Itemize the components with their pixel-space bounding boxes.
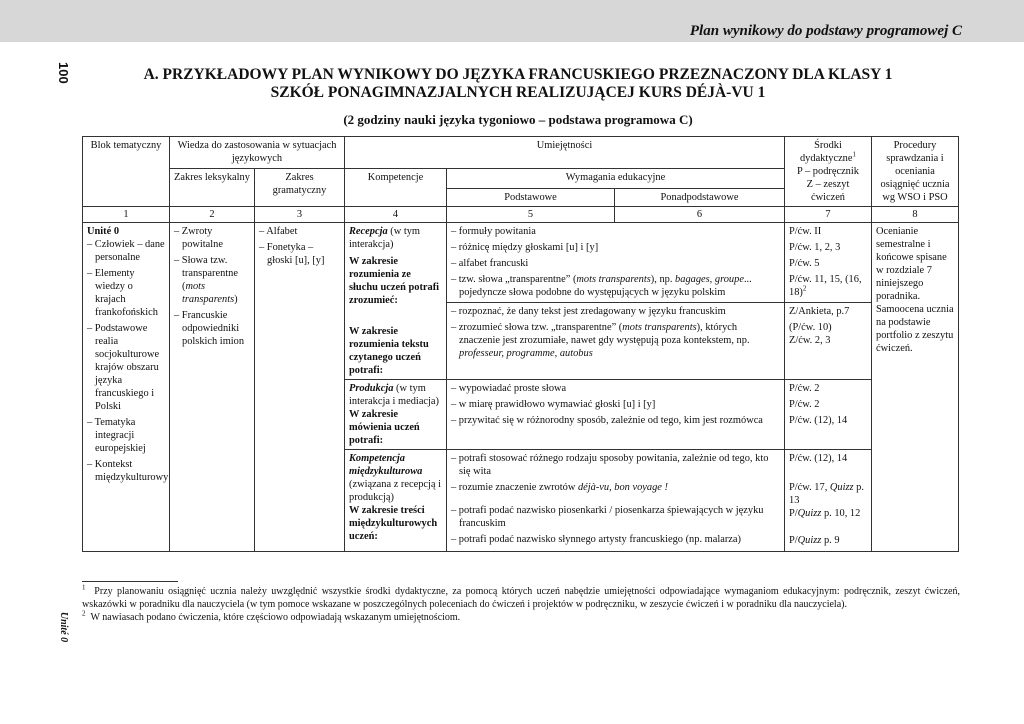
requirement-item: – potrafi podać nazwisko piosenkarki / piosenkarza śpiewających w języku francuskim [451, 505, 764, 529]
requirement-item: – alfabet francuski [451, 258, 529, 269]
gramatyczny-item: – Alfabet [259, 226, 298, 237]
unit-title: Unité 0 [87, 226, 120, 237]
running-head: Plan wynikowy do podstawy programowej C [689, 23, 962, 39]
blok-item: – Podstawowe realia socjokulturowe krajów obszaru języka francuskiego i Polski [87, 323, 160, 412]
leksykalny-item: – Słowa tzw. transparentne (mots transparents) [174, 255, 238, 305]
blok-cell [83, 223, 170, 552]
requirement-item: – formuły powitania [451, 226, 536, 237]
header-row-1 [83, 137, 959, 169]
produkcja-heading: Produkcja (w tym interakcja i mediacja) [349, 383, 439, 407]
blok-item: – Tematyka integracji europejskiej [87, 417, 146, 454]
leksykalny-cell [170, 223, 255, 552]
header-zakres-gramatyczny: Zakres gramatyczny [255, 169, 345, 207]
col-num-7: 7 [785, 207, 872, 223]
page-title [80, 66, 956, 102]
srodki-produkcja [785, 380, 872, 450]
srodki-item: Z/ćw. 2, 3 [789, 335, 831, 346]
title-line-1: A. PRZYKŁADOWY PLAN WYNIKOWY DO JĘZYKA FRANCUSKIEGO PRZEZNACZONY DLA KLASY 1 [143, 66, 893, 83]
section-divider [447, 302, 784, 303]
footnotes [82, 585, 960, 624]
srodki-item: P/ćw. 2 [789, 383, 820, 394]
col-num-4: 4 [345, 207, 447, 223]
srodki-item: P/ćw. 17, Quizz p. 13 [789, 482, 864, 506]
leksykalny-item: – Zwroty powitalne [174, 226, 223, 250]
footnote-rule [82, 581, 178, 582]
blok-item: – Elementy wiedzy o krajach frankofońskich [87, 268, 158, 318]
srodki-item: P/ćw. (12), 14 [789, 453, 848, 464]
header-srodki-z: Z – zeszyt ćwiczeń [806, 179, 850, 203]
requirement-item: – różnicę między głoskami [u] i [y] [451, 242, 599, 253]
wymagania-kompetencja [447, 450, 785, 552]
header-kompetencje: Kompetencje [345, 169, 447, 207]
page-number: 100 [56, 62, 71, 84]
col-num-1: 1 [83, 207, 170, 223]
header-podstawowe: Podstawowe [447, 189, 615, 207]
requirement-item: – rozpoznać, że dany tekst jest zredagowany w języku francuskim [451, 306, 726, 317]
requirement-item: – w miarę prawidłowo wymawiać głoski [u] i [y] [451, 399, 656, 410]
wymagania-recepcja [447, 223, 785, 380]
srodki-item: P/ćw. 11, 15, (16, 18)$^2$ [789, 274, 862, 298]
header-wymagania: Wymagania edukacyjne [447, 169, 785, 189]
produkcja-sub: W zakresie mówienia uczeń potrafi: [349, 409, 420, 446]
col-num-6: 6 [615, 207, 785, 223]
gramatyczny-cell [255, 223, 345, 552]
blok-item: – Człowiek – dane personalne [87, 239, 165, 263]
srodki-item: P/ćw. 2 [789, 399, 820, 410]
col-num-3: 3 [255, 207, 345, 223]
srodki-item: P/ćw. II [789, 226, 822, 237]
col-num-2: 2 [170, 207, 255, 223]
requirement-item: – potrafi stosować różnego rodzaju sposoby powitania, zależnie od tego, kto się wita [451, 453, 769, 477]
procedury-cell: Ocenianie semestralne i końcowe spisane w rozdziale 7 niniejszego poradnika. Samoocena ucznia na podstawie portfolio z zeszytu ćwiczeń. [872, 223, 959, 552]
recepcja-sub-sluch: W zakresie rozumienia ze słuchu uczeń potrafi zrozumieć: [349, 256, 440, 306]
srodki-item: P/Quizz p. 9 [789, 535, 840, 546]
recepcja-heading: Recepcja (w tym interakcja) [349, 226, 420, 250]
header-srodki [785, 137, 872, 207]
side-unit-label: Unité 0 [58, 611, 69, 643]
recepcja-sub-czytanie: W zakresie rozumienia tekstu czytanego uczeń potrafi: [349, 326, 429, 376]
table-row-recepcja [83, 223, 959, 380]
srodki-recepcja [785, 223, 872, 380]
srodki-item: (P/ćw. 10) [789, 322, 832, 333]
column-numbers-row [83, 207, 959, 223]
col-num-8: 8 [872, 207, 959, 223]
header-wiedza: Wiedza do zastosowania w sytuacjach językowych [170, 137, 345, 169]
kompetencja-heading: Kompetencja międzykulturowa (związana z recepcją i produkcją) [349, 453, 441, 503]
plan-table [82, 136, 959, 552]
requirement-item: – wypowiadać proste słowa [451, 383, 567, 394]
requirement-item: – potrafi podać nazwisko słynnego artysty francuskiego (np. malarza) [451, 534, 741, 545]
requirement-item: – przywitać się w różnorodny sposób, zależnie od tego, kim jest rozmówca [451, 415, 763, 426]
header-ponadpodstawowe: Ponadpodstawowe [615, 189, 785, 207]
srodki-kompetencja [785, 450, 872, 552]
kompetencje-recepcja [345, 223, 447, 380]
header-srodki-p: P – podręcznik [797, 166, 859, 177]
srodki-item: P/Quizz p. 10, 12 [789, 508, 861, 519]
section-divider [785, 302, 871, 303]
header-zakres-leksykalny: Zakres leksykalny [170, 169, 255, 207]
blok-item: – Kontekst międzykulturowy [87, 459, 169, 483]
kompetencja-sub: W zakresie treści międzykulturowych uczeń: [349, 505, 438, 542]
requirement-item: – zrozumieć słowa tzw. „transparentne” (mots transparents), których znaczenie jest zrozumiałe, nawet gdy występują poza kontekstem, np. professeur, programme, autobus [451, 322, 750, 359]
srodki-item: P/ćw. (12), 14 [789, 415, 848, 426]
requirement-item: – rozumie znaczenie zwrotów déjà-vu, bon voyage ! [451, 482, 668, 493]
page-subtitle: (2 godziny nauki języka tygoniowo – podstawa programowa C) [343, 112, 693, 127]
footnote-1: $^1$ Przy planowaniu osiągnięć ucznia należy uwzględnić wszystkie środki dydaktyczne, za pomocą których uczeń nabędzie umiejętności odpowiadające wymaganiom edukacyjnym: podręcznik, zeszyt ćwiczeń, wskazówki w poradniku dla nauczyciela (w tym pomoce wskazane w poszczególnych poleceniach do ćwiczeń i projektów w podręczniku, w zeszycie ćwiczeń i w poradniku dla nauczyciela). [82, 583, 960, 610]
footnote-ref-1: 1 [852, 150, 856, 159]
header-srodki-text: Środki dydaktyczne [799, 140, 853, 164]
srodki-item: P/ćw. 1, 2, 3 [789, 242, 841, 253]
wymagania-produkcja [447, 380, 785, 450]
col-num-5: 5 [447, 207, 615, 223]
gramatyczny-item: – Fonetyka – głoski [u], [y] [259, 242, 325, 266]
header-umiejetnosci: Umiejętności [345, 137, 785, 169]
title-line-2: SZKÓŁ PONAGIMNAZJALNYCH REALIZUJĄCEJ KURS DÉJÀ-VU 1 [270, 84, 766, 101]
requirement-item: – tzw. słowa „transparentne” (mots transparents), np. bagages, groupe... pojedyncze słowa podobne do występujących w języku polskim [451, 274, 752, 298]
footnote-2: $^2$ W nawiasach podano ćwiczenia, które częściowo odpowiadają wskazanym umiejętnościom. [82, 609, 461, 623]
kompetencje-produkcja [345, 380, 447, 450]
srodki-item: Z/Ankieta, p.7 [789, 306, 850, 317]
kompetencje-miedzykulturowa [345, 450, 447, 552]
header-blok: Blok tematyczny [83, 137, 170, 207]
srodki-item: P/ćw. 5 [789, 258, 820, 269]
leksykalny-item: – Francuskie odpowiedniki polskich imion [174, 310, 245, 347]
header-procedury: Procedury sprawdzania i oceniania osiągnięć ucznia wg WSO i PSO [872, 137, 959, 207]
